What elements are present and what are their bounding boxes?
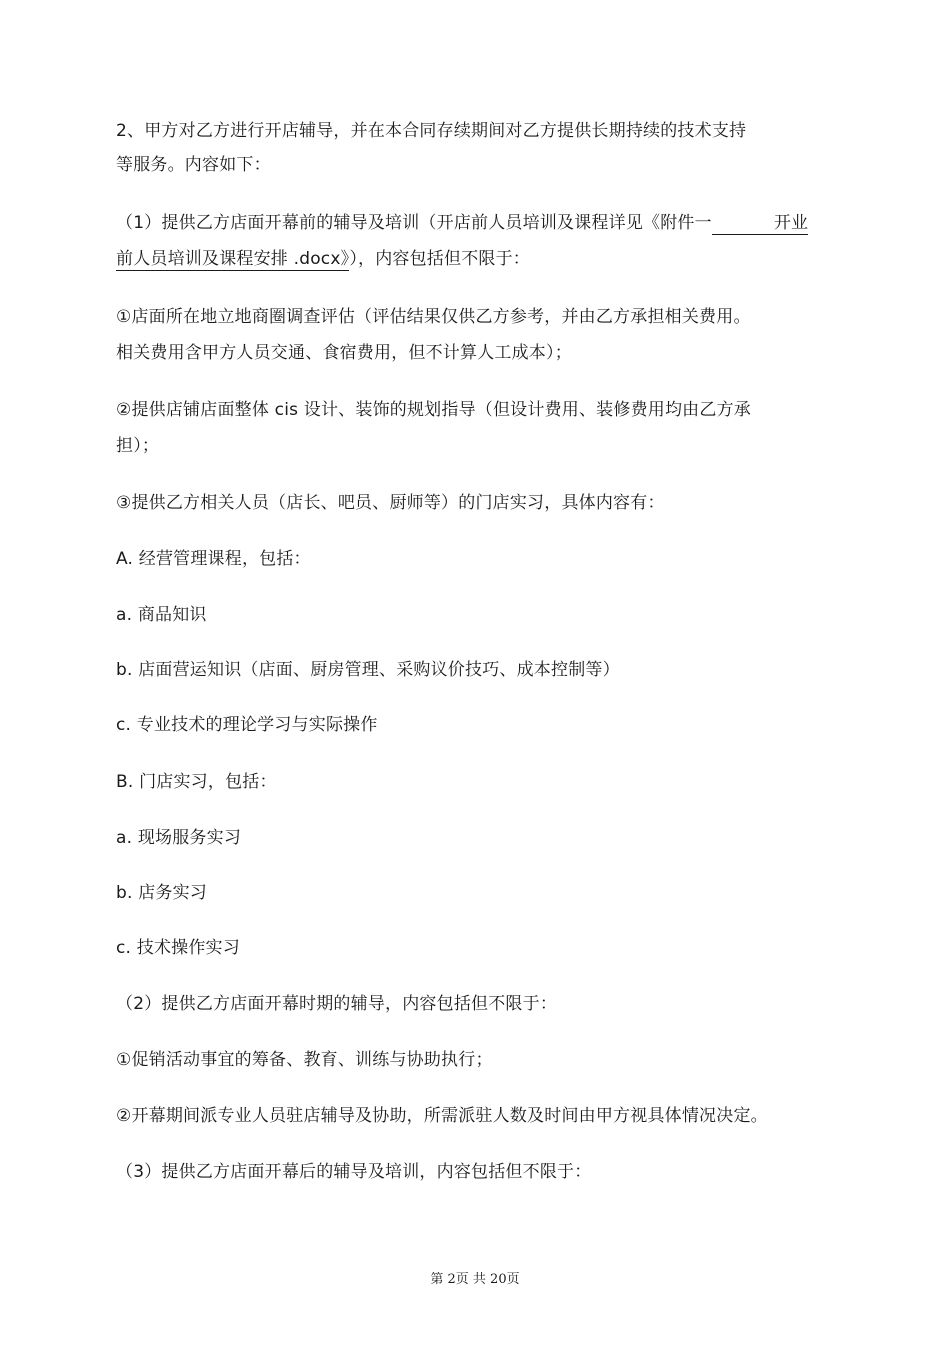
attachment-link-part-2[interactable]: 前人员培训及课程安排 .docx》 [116, 249, 350, 269]
item-2-line-2: 担）； [116, 436, 160, 456]
section-2-item-1: ①促销活动事宜的筹备、教育、训练与协助执行； [116, 1050, 493, 1070]
group-a-title: A. 经营管理课程，包括： [116, 549, 311, 569]
section-2-title: （2）提供乙方店面开幕时期的辅导，内容包括但不限于： [116, 994, 558, 1014]
group-a-item-b: b. 店面营运知识（店面、厨房管理、采购议价技巧、成本控制等） [116, 660, 620, 680]
section-3-title: （3）提供乙方店面开幕后的辅导及培训，内容包括但不限于： [116, 1162, 592, 1182]
attachment-link-part-1[interactable]: 开业 [712, 213, 808, 235]
item-3: ③提供乙方相关人员（店长、吧员、厨师等）的门店实习，具体内容有： [116, 493, 665, 513]
group-b-title: B. 门店实习，包括： [116, 772, 277, 792]
group-a-item-a: a. 商品知识 [116, 605, 207, 625]
section-2-item-2: ②开幕期间派专业人员驻店辅导及协助，所需派驻人数及时间由甲方视具体情况决定。 [116, 1106, 768, 1126]
page-footer: 第 2页 共 20页 [430, 1272, 520, 1287]
section-1-line-2-rest: ），内容包括但不限于： [349, 249, 531, 269]
section-1-line-1 [116, 211, 808, 235]
group-a-item-c: c. 专业技术的理论学习与实际操作 [116, 715, 378, 735]
section-1-line-2 [116, 247, 530, 271]
group-b-item-a: a. 现场服务实习 [116, 828, 242, 848]
intro-line-1: 2、甲方对乙方进行开店辅导，并在本合同存续期间对乙方提供长期持续的技术支持 [116, 121, 747, 141]
group-b-item-c: c. 技术操作实习 [116, 938, 240, 958]
item-1-line-2: 相关费用含甲方人员交通、食宿费用，但不计算人工成本）； [116, 343, 572, 363]
item-2-line-1: ②提供店铺店面整体 cis 设计、装饰的规划指导（但设计费用、装修费用均由乙方承 [116, 400, 751, 420]
section-1-prefix: （1）提供乙方店面开幕前的辅导及培训（开店前人员培训及课程详见《附件一 [116, 213, 712, 233]
intro-line-2: 等服务。内容如下： [116, 155, 271, 175]
item-1-line-1: ①店面所在地立地商圈调查评估（评估结果仅供乙方参考，并由乙方承担相关费用。 [116, 307, 751, 327]
group-b-item-b: b. 店务实习 [116, 883, 207, 903]
